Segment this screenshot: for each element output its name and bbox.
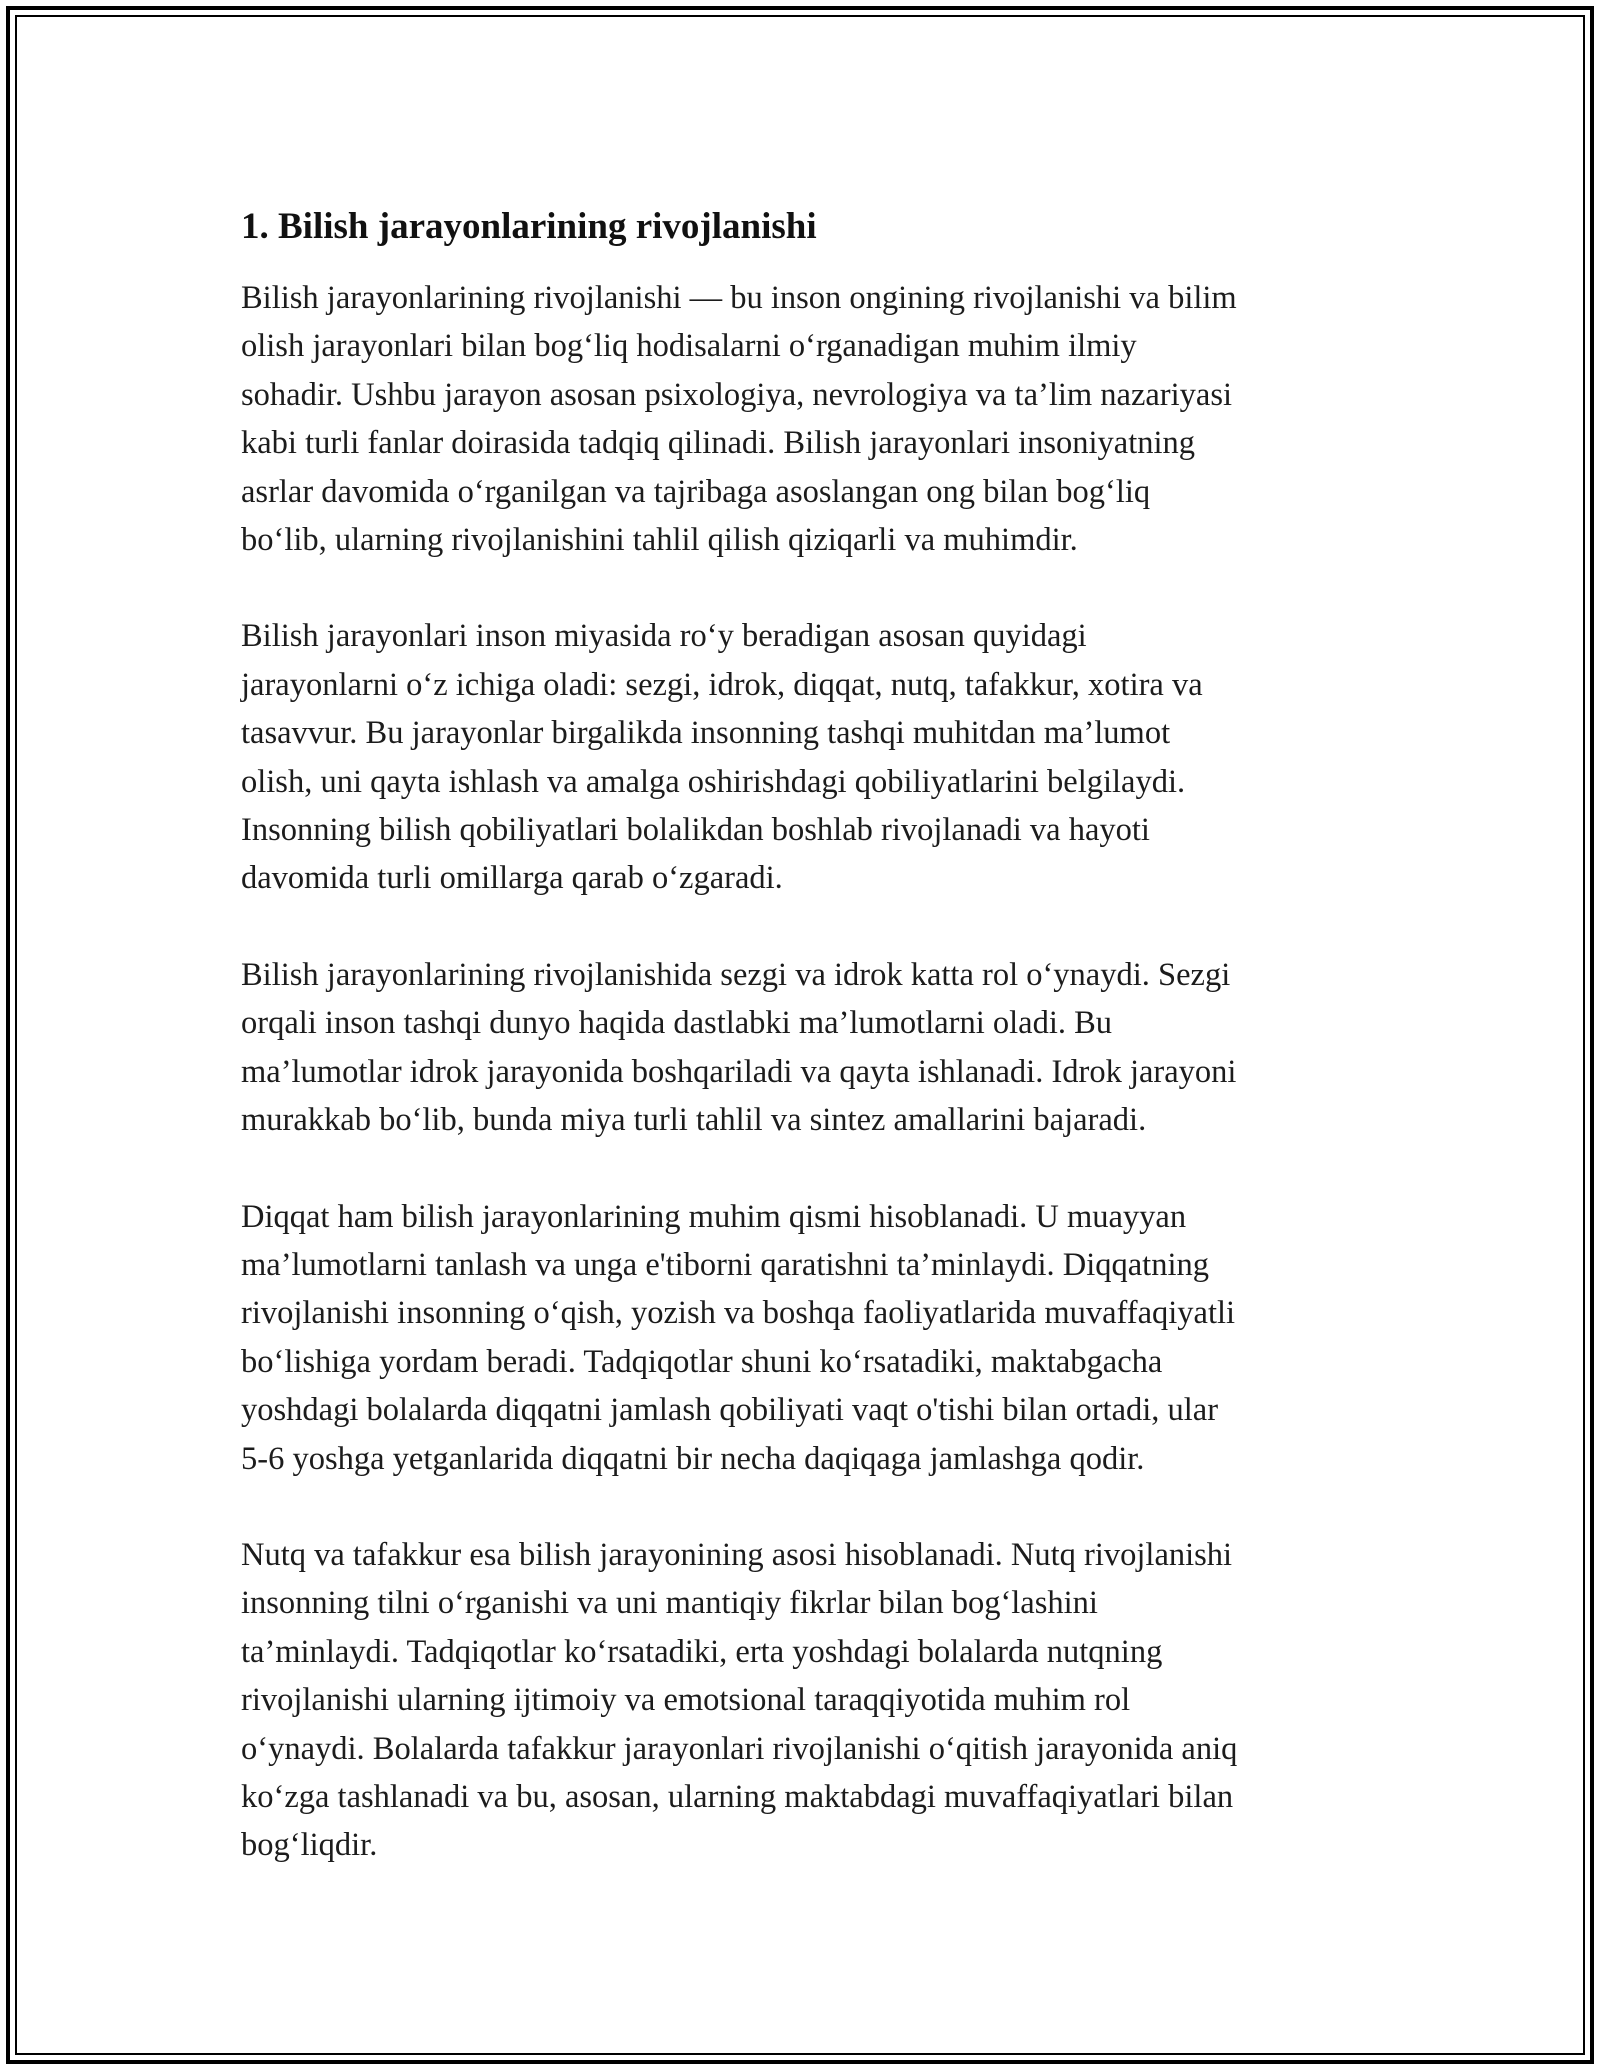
paragraph-line: 5-6 yoshga yetganlarida diqqatni bir necha daqiqaga jamlashga qodir. <box>241 1440 1145 1477</box>
paragraph-line: bo‘lishiga yordam beradi. Tadqiqotlar shuni ko‘rsatadiki, maktabgacha <box>241 1343 1163 1380</box>
paragraph-line: bog‘liqdir. <box>241 1827 378 1864</box>
paragraph-line: Bilish jarayonlarining rivojlanishida sezgi va idrok katta rol o‘ynaydi. Sezgi <box>241 956 1231 993</box>
page-border-outer <box>6 6 1594 2064</box>
paragraph-line: sohadir. Ushbu jarayon asosan psixologiya, nevrologiya va ta’lim nazariyasi <box>241 376 1233 413</box>
paragraph-line: olish jarayonlari bilan bog‘liq hodisalarni o‘rganadigan muhim ilmiy <box>241 328 1137 365</box>
paragraph-line: murakkab bo‘lib, bunda miya turli tahlil va sintez amallarini bajaradi. <box>241 1102 1147 1139</box>
paragraph-line: ko‘zga tashlanadi va bu, asosan, ularning maktabdagi muvaffaqiyatlari bilan <box>241 1778 1234 1815</box>
page-border-inner <box>15 15 1585 2055</box>
paragraph-line: insonning tilni o‘rganishi va uni mantiqiy fikrlar bilan bog‘lashini <box>241 1585 1098 1622</box>
paragraph-line: asrlar davomida o‘rganilgan va tajribaga asoslangan ong bilan bog‘liq <box>241 473 1151 510</box>
paragraph-line: rivojlanishi ularning ijtimoiy va emotsional taraqqiyotida muhim rol <box>241 1682 1131 1719</box>
paragraph-line: yoshdagi bolalarda diqqatni jamlash qobiliyati vaqt o'tishi bilan ortadi, ular <box>241 1392 1219 1429</box>
paragraph-line: Bilish jarayonlari inson miyasida ro‘y beradigan asosan quyidagi <box>241 618 1087 655</box>
body-paragraph <box>241 1531 1381 1870</box>
section-heading: 1. Bilish jarayonlarining rivojlanishi <box>241 206 817 247</box>
paragraph-line: Bilish jarayonlarining rivojlanishi — bu inson ongining rivojlanishi va bilim <box>241 280 1237 316</box>
paragraph-list <box>241 274 1381 1870</box>
paragraph-line: bo‘lib, ularning rivojlanishini tahlil qilish qiziqarli va muhimdir. <box>241 522 1078 559</box>
document-body <box>241 202 1381 1918</box>
body-paragraph <box>241 612 1381 902</box>
paragraph-line: ma’lumotlarni tanlash va unga e'tiborni qaratishni ta’minlaydi. Diqqatning <box>241 1246 1209 1283</box>
paragraph-line: Insonning bilish qobiliyatlari bolalikdan boshlab rivojlanadi va hayoti <box>241 812 1150 849</box>
paragraph-line: o‘ynaydi. Bolalarda tafakkur jarayonlari rivojlanishi o‘qitish jarayonida aniq <box>241 1730 1238 1767</box>
body-paragraph <box>241 1193 1381 1483</box>
paragraph-line: ma’lumotlar idrok jarayonida boshqariladi va qayta ishlanadi. Idrok jarayoni <box>241 1053 1237 1090</box>
paragraph-line: rivojlanishi insonning o‘qish, yozish va boshqa faoliyatlarida muvaffaqiyatli <box>241 1295 1236 1332</box>
paragraph-line: Diqqat ham bilish jarayonlarining muhim qismi hisoblanadi. U muayyan <box>241 1198 1187 1235</box>
paragraph-line: davomida turli omillarga qarab o‘zgaradi. <box>241 860 783 897</box>
paragraph-line: tasavvur. Bu jarayonlar birgalikda insonning tashqi muhitdan ma’lumot <box>241 715 1171 752</box>
body-paragraph <box>241 274 1381 564</box>
paragraph-line: ta’minlaydi. Tadqiqotlar ko‘rsatadiki, erta yoshdagi bolalarda nutqning <box>241 1633 1163 1670</box>
paragraph-line: Nutq va tafakkur esa bilish jarayonining asosi hisoblanadi. Nutq rivojlanishi <box>241 1536 1233 1573</box>
body-paragraph <box>241 951 1381 1145</box>
paragraph-line: kabi turli fanlar doirasida tadqiq qilinadi. Bilish jarayonlari insoniyatning <box>241 425 1196 462</box>
paragraph-line: orqali inson tashqi dunyo haqida dastlabki ma’lumotlarni oladi. Bu <box>241 1005 1113 1042</box>
paragraph-line: olish, uni qayta ishlash va amalga oshirishdagi qobiliyatlarini belgilaydi. <box>241 763 1186 800</box>
paragraph-line: jarayonlarni o‘z ichiga oladi: sezgi, idrok, diqqat, nutq, tafakkur, xotira va <box>241 666 1203 703</box>
